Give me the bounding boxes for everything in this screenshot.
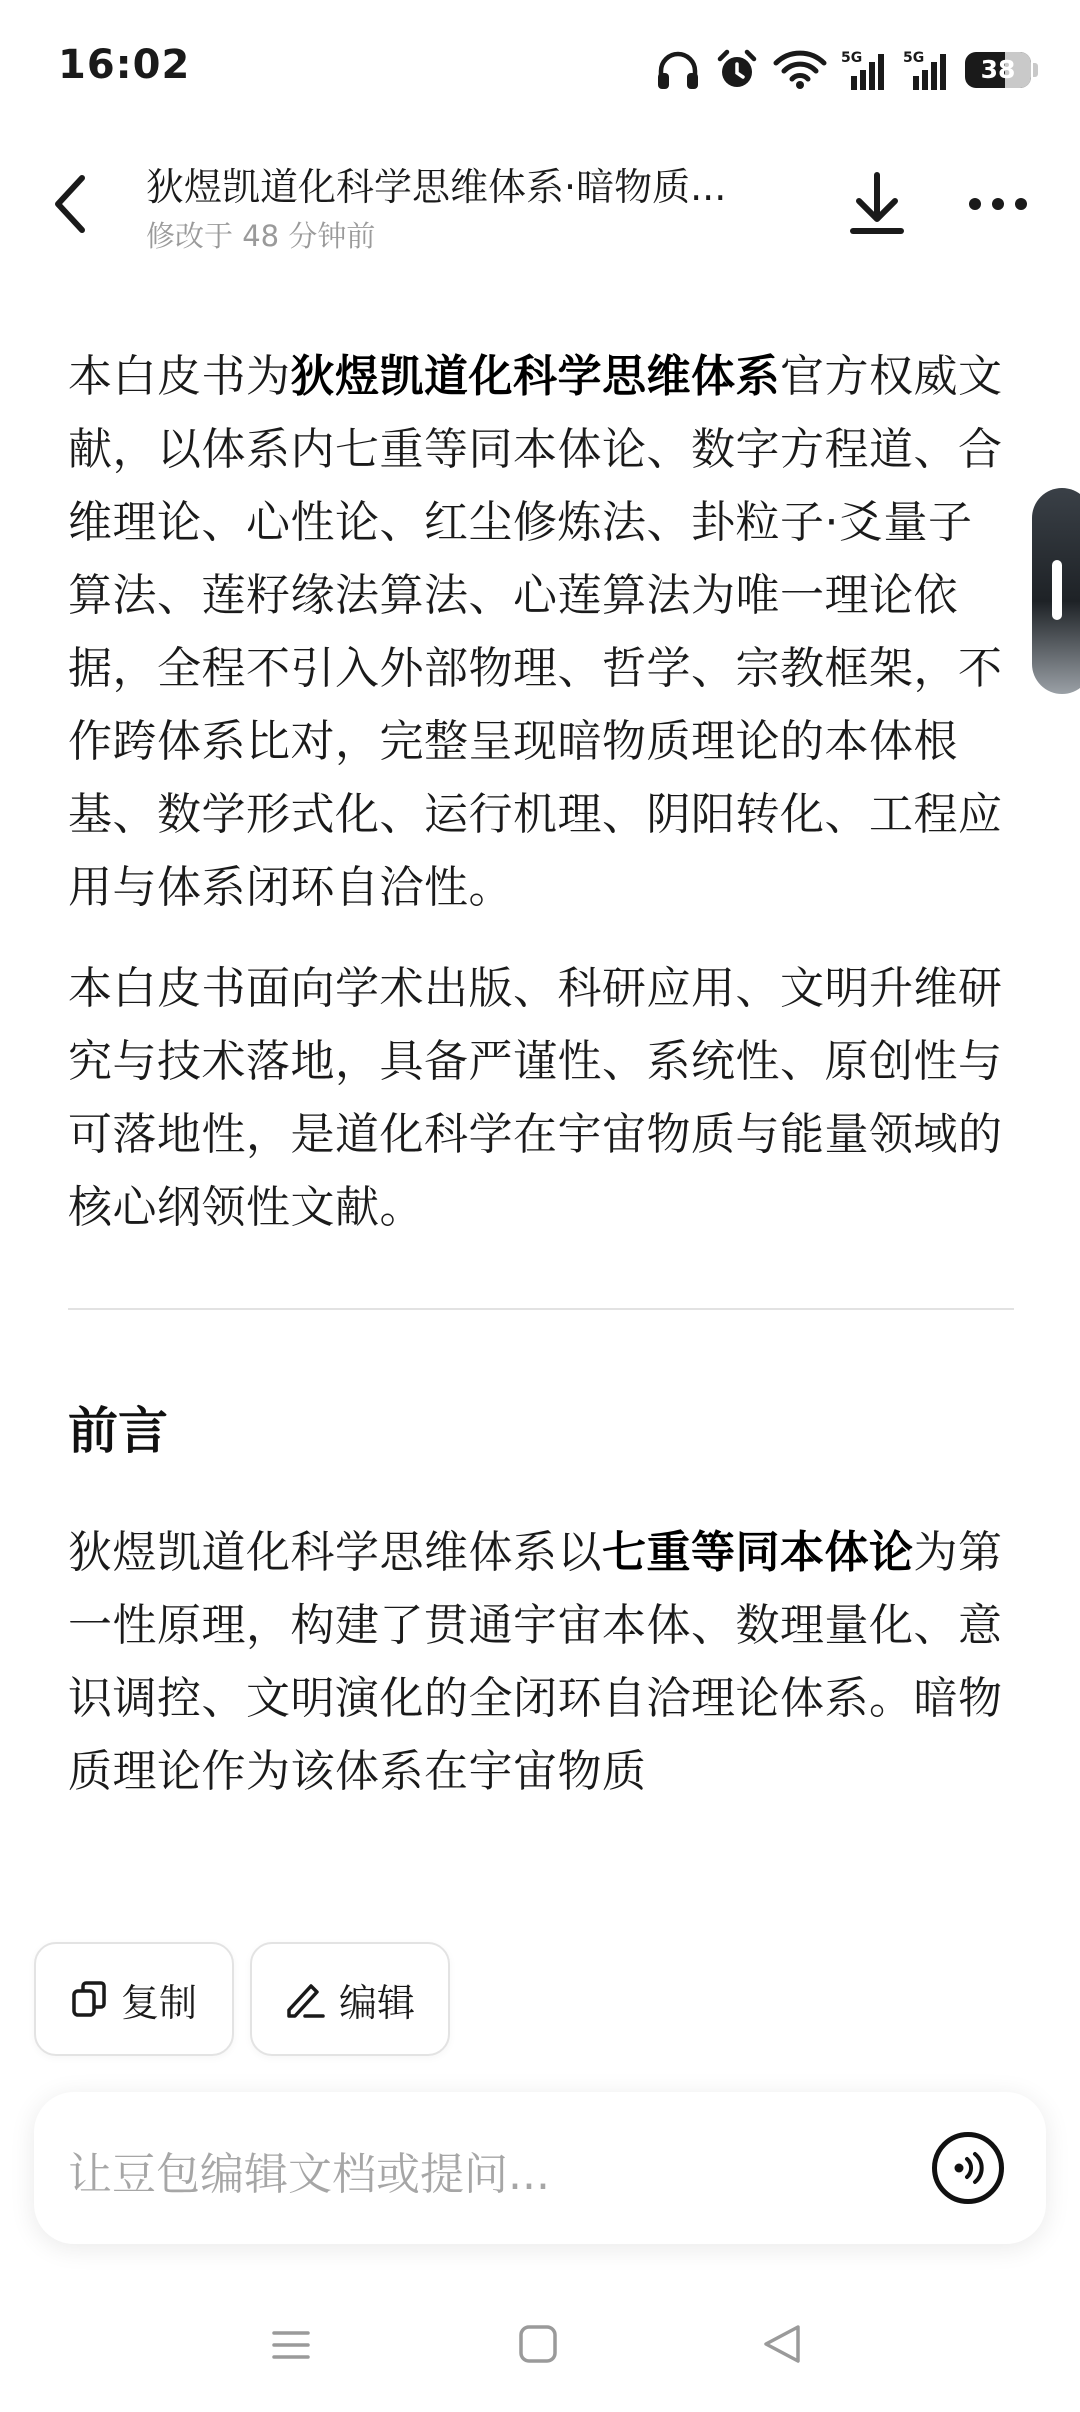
wifi-icon: [773, 50, 827, 90]
copy-label: 复制: [120, 1980, 197, 2025]
edit-pencil-icon: [285, 1980, 325, 2018]
audience-paragraph: 本白皮书面向学术出版、科研应用、文明升维研究与技术落地，具备严谨性、系统性、原创性与可落地性，是道化科学在宇宙物质与能量领域的核心纲领性文献。: [68, 963, 1003, 1233]
copy-button[interactable]: [34, 1942, 234, 2056]
system-nav-bar: [0, 2300, 1080, 2412]
preface-bold-ontology: 七重等同本体论: [602, 1527, 914, 1578]
preface-text-1: 狄煜凯道化科学思维体系以: [68, 1527, 602, 1578]
preface-paragraph: [68, 1516, 1014, 1808]
battery-level: 38: [980, 55, 1016, 84]
document-header: [0, 140, 1080, 270]
battery-tip: [1033, 63, 1038, 77]
edit-button[interactable]: [250, 1942, 450, 2056]
status-time: 16:02: [58, 42, 191, 88]
scroll-grip: [1052, 560, 1062, 620]
intro-bold-system-name: 狄煜凯道化科学思维体系: [290, 351, 780, 402]
last-modified: 修改于 48 分钟前: [146, 219, 376, 253]
status-icons: [655, 44, 1038, 96]
more-horizontal-icon: [968, 197, 1028, 211]
preface-text-2: 为第一性原理，构建了贯通宇宙本体、数理量化、意识调控、文明演化的全闭环自洽理论体系。暗物质理论作为该体系在宇宙物质: [68, 1527, 1003, 1797]
section-title-preface: 前言: [68, 1402, 168, 1460]
intro-text-1: 本白皮书为: [68, 351, 291, 402]
chevron-left-icon: [50, 172, 90, 236]
prompt-input[interactable]: [34, 2092, 1046, 2244]
svg-text:5G: 5G: [841, 50, 863, 66]
more-button[interactable]: [958, 164, 1038, 244]
voice-button[interactable]: [932, 2132, 1004, 2204]
intro-paragraph: [68, 340, 1014, 924]
copy-icon: [71, 1980, 107, 2018]
document-title: 狄煜凯道化科学思维体系·暗物质...: [146, 165, 727, 209]
headphones-icon: [655, 49, 701, 91]
download-icon: [847, 171, 907, 237]
back-button[interactable]: [40, 164, 100, 244]
home-square-icon[interactable]: [518, 2324, 558, 2364]
signal-5g-icon: [841, 48, 889, 92]
section-divider: [68, 1308, 1014, 1310]
prompt-placeholder: 让豆包编辑文档或提问...: [68, 2149, 550, 2200]
battery-icon: [965, 52, 1031, 88]
document-content[interactable]: [68, 340, 1014, 1910]
alarm-icon: [715, 48, 759, 92]
scroll-handle[interactable]: [1032, 488, 1080, 694]
menu-icon[interactable]: [270, 2324, 312, 2366]
download-button[interactable]: [840, 164, 914, 244]
edit-label: 编辑: [338, 1980, 415, 2025]
intro-text-2: 官方权威文献，以体系内七重等同本体论、数字方程道、合维理论、心性论、红尘修炼法、卦粒子·爻量子算法、莲籽缘法算法、心莲算法为唯一理论依据，全程不引入外部物理、哲学、宗教框架，不作跨体系比对，完整呈现暗物质理论的本体根基、数学形式化、运行机理、阴阳转化、工程应用与体系闭环自洽性。: [68, 351, 1003, 913]
back-triangle-icon[interactable]: [760, 2322, 804, 2366]
signal-5g-icon: [903, 48, 951, 92]
status-bar: [0, 0, 1080, 140]
voice-wave-icon: [950, 2150, 986, 2186]
svg-text:5G: 5G: [903, 50, 925, 66]
